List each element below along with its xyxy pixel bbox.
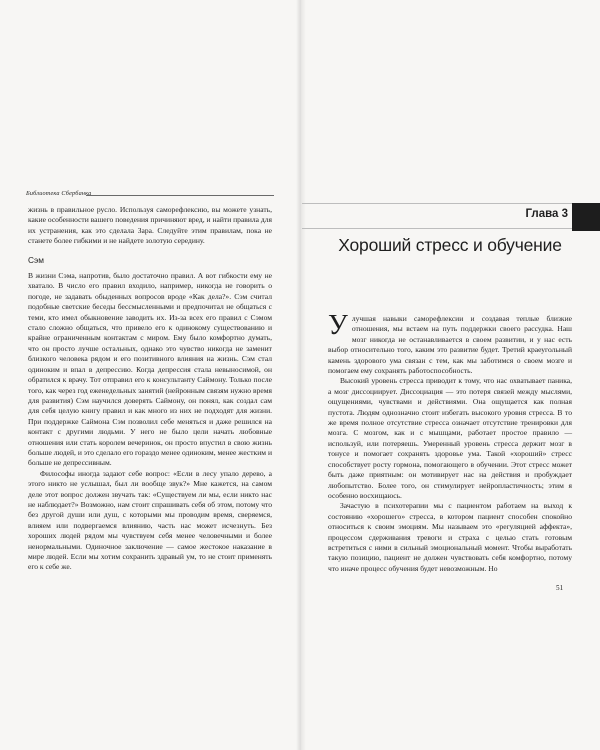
paragraph: В жизни Сэма, напротив, было достаточно правил. А вот гибкости ему не хватало. В число его правил входило, например, никогда не говорить о погоде, не задавать обыденных вопросов вроде «Как дела?». Сэм считал подобные светские беседы бессмысленными и предпочитал не общаться с теми, кто имел обыкновение заводить их. Из-за всех его правил с Сэмом стало сложно общаться, что привело его к одинокому существованию и крайне ограниченным контактам с миром. Ему было комфортно думать, что он просто лучше остальных, однако это чувство никогда не заменит близкого человека рядом и его позитивного влияния на жизнь. Сэм стал одиноким и впал в депрессию. Когда депрессия стала невыносимой, он обратился к врачу. Тот отправил его к консультанту Саймону. Только после того, как через год еженедельных занятий (нейронным связям нужно время для развития) Сэм научился доверять Саймону, он понял, как создал сам для себя целую книгу правил и как много из них не подходят для жизни. При поддержке Саймона Сэм позволил себе меняться и даже решился на контакт с другими людьми. У него не было цели начать любовные отношения или стать королем вечеринок, он просто впустил в свою жизнь больше людей, и это сделало его гораздо менее одиноким, менее жестким и больше не депрессивным. bbox=[28, 271, 272, 468]
drop-cap: У bbox=[328, 310, 348, 341]
section-title: Сэм bbox=[28, 254, 44, 265]
left-page-text bbox=[28, 205, 272, 573]
paragraph: Философы иногда задают себе вопрос: «Если в лесу упало дерево, а этого никто не услышал, был ли вообще звук?» Мне кажется, на самом деле этот вопрос должен звучать так: «Существуем ли мы, если никто нас не наблюдает?» Возможно, нам стоит спрашивать себя об этом, потому что без другой души или душ, с которыми мы проводим время, сверяемся, влияем или подвергаемся влиянию, часть нас может исчезнуть. Без хороших людей рядом мы чувствуем себя менее человечными и более ненормальными. Одиночное заключение — самое жестокое наказание в мире людей. Если мы хотим сохранить здравый ум, то не стоит применять его к себе же. bbox=[28, 468, 272, 572]
paragraph: Высокий уровень стресса приводит к тому, что нас охватывает паника, а мозг диссоциирует. Диссоциация — это потеря связей между мыслями, ощущениями, чувствами и действиями. Она ощущается как полная пустота. Людям однозначно стоит избегать высокого уровня стресса. В то же время полное отсутствие стресса означает отсутствие тренировки для мозга. С мозгом, как и с мышцами, работает простое правило — используй, или потеряешь. Умеренный уровень стресса держит мозг в тонусе и помогает сохранять здоровье ума. Такой «хороший» стресс способствует росту гормона, помогающего в обучении. Этот стресс может быть даже приятным: он мотивирует нас на действия и пробуждает любопытство. Более того, он стимулирует нейропластичность; этим я особенно восхищаюсь. bbox=[328, 376, 572, 500]
paragraph-text: лучшая навыки саморефлексии и создавая теплые близкие отношения, мы встаем на путь поддержки своего рассудка. Наш мозг никогда не останавливается в своем развитии, и у нас есть выбор относительно того, каким это развитие будет. Третий краеугольный камень здорового ума связан с тем, как мы заботимся о своем мозге и помогаем ему сохранять работоспособность. bbox=[328, 314, 572, 376]
right-page-text bbox=[328, 310, 572, 574]
running-head: Библиотека Сбербанка bbox=[26, 190, 92, 197]
paragraph bbox=[328, 310, 572, 376]
paragraph: Зачастую в психотерапии мы с пациентом работаем на выход к состоянию «хорошего» стресса, в котором пациент способен спокойно относиться к своим эмоциям. Мы называем это «регуляцией аффекта», процессом сдерживания тревоги и страха с целью стать готовым встретиться с ними в сильный эмоциональный момент. Чтобы выработать такую позицию, пациент не должен чувствовать себя комфортно, потому что иначе процесс обучения будет невозможным. Но bbox=[328, 501, 572, 573]
chapter-title: Хороший стресс и обучение bbox=[338, 235, 562, 255]
running-head-rule bbox=[86, 195, 274, 196]
chapter-label: Глава 3 bbox=[525, 208, 568, 220]
page-number: 51 bbox=[556, 584, 564, 592]
paragraph: жизнь в правильное русло. Используя саморефлексию, вы можете узнать, какие особенности вашего поведения причиняют вред, и найти правила для их устранения, как это сделала Зара. Следуйте этим правилам, пока не станете более гибкими и не найдете золотую середину. bbox=[28, 205, 272, 246]
chapter-marker-bar bbox=[572, 203, 600, 231]
